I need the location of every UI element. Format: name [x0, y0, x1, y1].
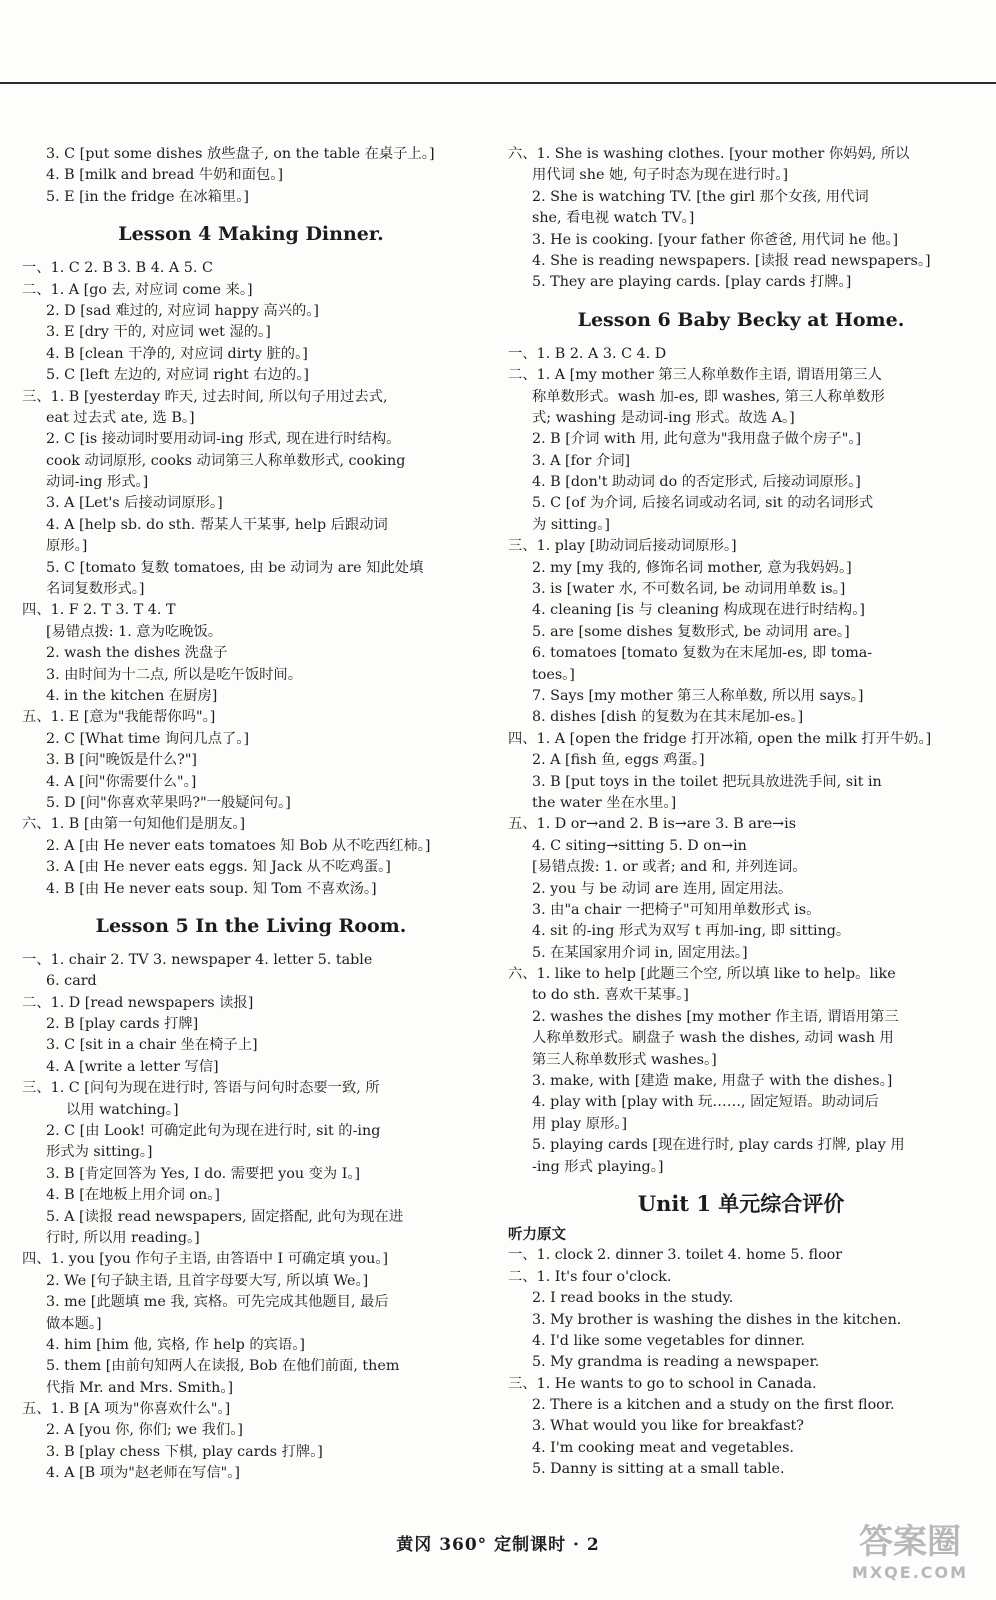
answer-line: 一、1. C 2. B 3. B 4. A 5. C — [22, 260, 213, 277]
answer-line: 7. Says [my mother 第三人称单数, 所以用 says。] — [532, 687, 864, 704]
answer-line: 2. B [play cards 打牌] — [46, 1016, 199, 1033]
answer-line: 三、1. He wants to go to school in Canada. — [508, 1375, 817, 1392]
answer-line: 5. They are playing cards. [play cards 打牌。] — [532, 274, 852, 291]
answer-line: 5. playing cards [现在进行时, play cards 打牌, play 用 — [532, 1137, 905, 1154]
watermark-top: 答案圈 — [859, 1522, 961, 1562]
answer-line: 5. C [left 左边的, 对应词 right 右边的。] — [46, 367, 309, 384]
answer-line: 4. I'm cooking meat and vegetables. — [532, 1439, 794, 1456]
answer-line: 五、1. E [意为"我能帮你吗"。] — [22, 709, 216, 726]
answer-line: 5. them [由前句知两人在读报, Bob 在他们前面, them — [46, 1358, 400, 1375]
top-rule — [0, 82, 996, 84]
answer-line: 2. wash the dishes 洗盘子 — [46, 645, 228, 662]
unit-heading: Unit 1 单元综合评价 — [637, 1190, 845, 1216]
answer-line: 式; washing 是动词-ing 形式。故选 A。] — [532, 409, 795, 426]
answer-line: 4. B [milk and bread 牛奶和面包。] — [46, 167, 284, 184]
answer-line: 3. A [Let's 后接动词原形。] — [46, 495, 223, 512]
answer-line: 4. B [由 He never eats soup. 知 Tom 不喜欢汤。] — [46, 880, 377, 897]
answer-line: 2. D [sad 难过的, 对应词 happy 高兴的。] — [46, 302, 320, 319]
answer-line: -ing 形式 playing。] — [532, 1158, 664, 1175]
left-column — [22, 144, 480, 1485]
answer-line: 2. A [you 你, 你们; we 我们。] — [46, 1422, 243, 1439]
answer-line: 二、1. D [read newspapers 读报] — [22, 994, 254, 1011]
lesson-heading: Lesson 5 In the Living Room. — [95, 914, 407, 937]
answer-line: [易错点拨: 1. or 或者; and 和, 并列连词。 — [532, 859, 807, 876]
answer-line: 3. B [put toys in the toilet 把玩具放进洗手间, sit in — [532, 773, 882, 790]
answer-line: 5. E [in the fridge 在冰箱里。] — [46, 188, 249, 205]
answer-line: 3. 由时间为十二点, 所以是吃午饭时间。 — [46, 666, 303, 683]
answer-line: 2. C [由 Look! 可确定此句为现在进行时, sit 的-ing — [46, 1123, 381, 1140]
answer-line: 用代词 she 她, 句子时态为现在进行时。] — [532, 167, 789, 184]
answer-line: 第三人称单数形式 washes。] — [532, 1051, 717, 1068]
answer-line: 二、1. It's four o'clock. — [508, 1268, 672, 1285]
answer-line: 六、1. She is washing clothes. [your mother 你妈妈, 所以 — [508, 146, 910, 162]
answer-line: 2. you 与 be 动词 are 连用, 固定用法。 — [532, 880, 793, 897]
answer-line: 4. B [clean 干净的, 对应词 dirty 脏的。] — [46, 345, 308, 362]
answer-line: 四、1. F 2. T 3. T 4. T — [22, 602, 176, 619]
answer-line: 2. We [句子缺主语, 且首字母要大写, 所以填 We。] — [46, 1272, 369, 1289]
answer-line: 3. A [for 介词] — [532, 452, 631, 469]
answer-line: the water 坐在水里。] — [532, 794, 677, 811]
answer-line: 3. E [dry 干的, 对应词 wet 湿的。] — [46, 324, 271, 341]
answer-line: 称单数形式。wash 加-es, 即 washes, 第三人称单数形 — [532, 388, 885, 405]
answer-line: [易错点拨: 1. 意为吃晚饭。 — [46, 623, 223, 640]
answer-line: 5. C [of 为介词, 后接名词或动名词, sit 的动名词形式 — [532, 495, 874, 512]
answer-line: 一、1. B 2. A 3. C 4. D — [508, 345, 667, 362]
answer-line: 3. My brother is washing the dishes in the kitchen. — [532, 1311, 902, 1328]
answer-line: 2. I read books in the study. — [532, 1290, 734, 1307]
answer-line: 5. D [问"你喜欢苹果吗?"一般疑问句。] — [46, 794, 291, 811]
lesson-heading: Lesson 6 Baby Becky at Home. — [577, 308, 905, 331]
answer-line: eat 过去式 ate, 选 B。] — [46, 409, 195, 426]
answer-line: 2. A [由 He never eats tomatoes 知 Bob 从不吃西红柿。] — [46, 837, 431, 854]
answer-line: 4. A [问"你需要什么"。] — [46, 773, 197, 790]
answer-line: 3. make, with [建造 make, 用盘子 with the dishes。] — [532, 1073, 893, 1090]
answer-line: 三、1. B [yesterday 昨天, 过去时间, 所以句子用过去式, — [22, 388, 388, 405]
answer-line: 以用 watching。] — [66, 1101, 179, 1118]
answer-line: 原形。] — [46, 538, 88, 555]
answer-line: 5. 在某国家用介词 in, 固定用法。] — [532, 944, 748, 961]
answer-line: 3. B [肯定回答为 Yes, I do. 需要把 you 变为 I。] — [46, 1165, 361, 1182]
answer-line: 4. I'd like some vegetables for dinner. — [532, 1332, 805, 1349]
answer-line: 3. B [问"晚饭是什么?"] — [46, 752, 197, 769]
answer-line: 5. My grandma is reading a newspaper. — [532, 1354, 820, 1371]
answer-line: 四、1. A [open the fridge 打开冰箱, open the milk 打开牛奶。] — [508, 730, 932, 747]
answer-line: 人称单数形式。刷盘子 wash the dishes, 动词 wash 用 — [532, 1030, 894, 1047]
answer-line: 代指 Mr. and Mrs. Smith。] — [46, 1379, 234, 1396]
answer-line: 3. B [play chess 下棋, play cards 打牌。] — [46, 1443, 323, 1460]
answer-line: 2. She is watching TV. [the girl 那个女孩, 用代词 — [532, 188, 869, 205]
answer-line: 8. dishes [dish 的复数为在其末尾加-es。] — [532, 709, 804, 726]
answer-line: 5. are [some dishes 复数形式, be 动词用 are。] — [532, 623, 850, 640]
answer-line: 3. C [put some dishes 放些盘子, on the table 在桌子上。] — [46, 146, 435, 162]
answer-line: cook 动词原形, cooks 动词第三人称单数形式, cooking — [46, 452, 406, 469]
answer-line: 4. in the kitchen 在厨房] — [46, 687, 218, 704]
answer-line: 4. B [don't 助动词 do 的否定形式, 后接动词原形。] — [532, 474, 861, 491]
answer-line: 一、1. clock 2. dinner 3. toilet 4. home 5. floor — [508, 1247, 843, 1264]
answer-line: 2. my [my 我的, 修饰名词 mother, 意为我妈妈。] — [532, 559, 852, 576]
answer-line: 3. What would you like for breakfast? — [532, 1418, 804, 1435]
answer-line: she, 看电视 watch TV。] — [532, 210, 695, 227]
answer-line: 4. cleaning [is 与 cleaning 构成现在进行时结构。] — [532, 602, 865, 619]
watermark-logo — [842, 1522, 978, 1596]
answer-line: 4. C siting→sitting 5. D on→in — [532, 837, 747, 854]
answer-line: 为 sitting。] — [532, 516, 610, 533]
answer-line: 3. A [由 He never eats eggs. 知 Jack 从不吃鸡蛋。] — [46, 859, 391, 876]
answer-line: 做本题。] — [46, 1315, 102, 1332]
answer-line: 4. him [him 他, 宾格, 作 help 的宾语。] — [46, 1336, 305, 1353]
answer-line: 4. play with [play with 玩……, 固定短语。助动词后 — [532, 1094, 879, 1111]
answer-line: 名词复数形式。] — [46, 581, 145, 598]
answer-line: 一、1. chair 2. TV 3. newspaper 4. letter 5. table — [22, 951, 373, 968]
answer-line: 3. He is cooking. [your father 你爸爸, 用代词 he 他。] — [532, 231, 899, 248]
watermark-bottom: MXQE.COM — [851, 1563, 969, 1582]
answer-line: 4. A [help sb. do sth. 帮某人干某事, help 后跟动词 — [46, 516, 388, 533]
answer-line: 六、1. like to help [此题三个空, 所以填 like to help。like — [508, 966, 896, 983]
answer-line: 二、1. A [go 去, 对应词 come 来。] — [22, 281, 253, 298]
answer-line: 4. sit 的-ing 形式为双写 t 再加-ing, 即 sitting。 — [532, 923, 851, 940]
answer-line: 五、1. D or→and 2. B is→are 3. B are→is — [508, 816, 797, 833]
answer-line: 三、1. play [助动词后接动词原形。] — [508, 538, 737, 555]
answer-line: 3. is [water 水, 不可数名词, be 动词用单数 is。] — [532, 581, 846, 598]
lesson-heading: Lesson 4 Making Dinner. — [118, 223, 384, 246]
answer-line: 四、1. you [you 作句子主语, 由答语中 I 可确定填 you。] — [22, 1251, 389, 1268]
answer-line: 4. A [write a letter 写信] — [46, 1058, 219, 1075]
answer-line: toes。] — [532, 666, 575, 683]
answer-line: 三、1. C [问句为现在进行时, 答语与问句时态要一致, 所 — [22, 1080, 380, 1097]
answer-line: 2. B [介词 with 用, 此句意为"我用盘子做个房子"。] — [532, 431, 862, 448]
answer-line: 2. A [fish 鱼, eggs 鸡蛋。] — [532, 752, 705, 769]
right-column — [508, 144, 974, 1481]
answer-line: 2. washes the dishes [my mother 作主语, 谓语用第三 — [532, 1008, 899, 1025]
answer-line: 3. C [sit in a chair 坐在椅子上] — [46, 1037, 258, 1054]
answer-line: 2. C [is 接动词时要用动词-ing 形式, 现在进行时结构。 — [46, 431, 401, 448]
page-footer: 黄冈 360° 定制课时 · 2 — [396, 1535, 600, 1555]
answer-line: 2. There is a kitchen and a study on the first floor. — [532, 1397, 895, 1414]
answer-line: 3. 由"a chair 一把椅子"可知用单数形式 is。 — [532, 901, 821, 918]
answer-line: 形式为 sitting。] — [46, 1144, 153, 1161]
section-subheading: 听力原文 — [508, 1225, 566, 1243]
answer-line: 5. A [读报 read newspapers, 固定搭配, 此句为现在进 — [46, 1208, 404, 1225]
answer-line: 4. She is reading newspapers. [读报 read newspapers。] — [532, 252, 931, 269]
answer-line: 六、1. B [由第一句知他们是朋友。] — [22, 816, 246, 833]
answer-line: 4. B [在地板上用介词 on。] — [46, 1187, 220, 1204]
answer-line: 4. A [B 项为"赵老师在写信"。] — [46, 1465, 240, 1482]
answer-line: 行时, 所以用 reading。] — [46, 1229, 200, 1246]
answer-line: 6. tomatoes [tomato 复数为在末尾加-es, 即 toma- — [532, 645, 873, 662]
answer-line: 6. card — [46, 973, 97, 990]
answer-line: 动词-ing 形式。] — [46, 474, 149, 491]
answer-line: 5. C [tomato 复数 tomatoes, 由 be 动词为 are 知此处填 — [46, 559, 424, 576]
answer-line: 二、1. A [my mother 第三人称单数作主语, 谓语用第三人 — [508, 367, 882, 384]
answer-line: 五、1. B [A 项为"你喜欢什么"。] — [22, 1401, 231, 1418]
answer-line: 2. C [What time 询问几点了。] — [46, 730, 250, 747]
answer-line: 5. Danny is sitting at a small table. — [532, 1461, 785, 1478]
answer-line: 3. me [此题填 me 我, 宾格。可先完成其他题目, 最后 — [46, 1294, 389, 1311]
answer-line: to do sth. 喜欢干某事。] — [532, 987, 689, 1004]
answer-line: 用 play 原形。] — [532, 1115, 628, 1132]
